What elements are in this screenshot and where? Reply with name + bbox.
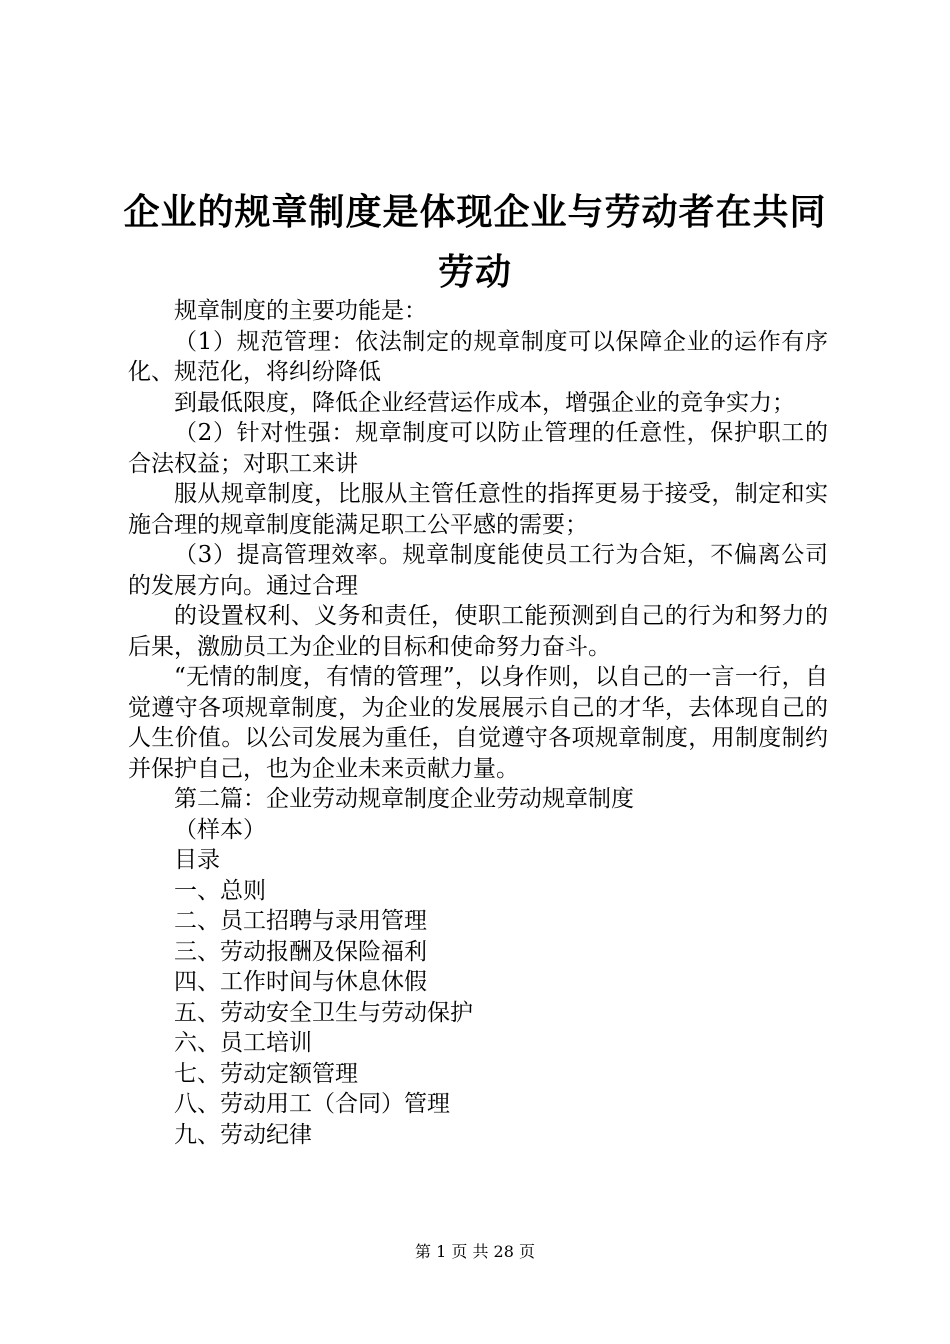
toc-item: 五、劳动安全卫生与劳动保护 (174, 999, 473, 1026)
paragraph: （样本） (174, 816, 266, 843)
toc-item: 四、工作时间与休息休假 (174, 969, 427, 995)
toc-item: 九、劳动纪律 (174, 1121, 312, 1148)
paragraph: 第二篇：企业劳动规章制度企业劳动规章制度 (174, 786, 634, 812)
toc-heading: 目录 (174, 847, 220, 873)
paragraph: （2）针对性强：规章制度可以防止管理的任意性，保护职工的合法权益；对职工来讲 (128, 420, 828, 477)
page-number-footer: 第 1 页 共 28 页 (415, 1242, 535, 1261)
paragraph: 服从规章制度，比服从主管任意性的指挥更易于接受，制定和实施合理的规章制度能满足职工公平感的需要； (128, 481, 828, 538)
paragraph: 的设置权利、义务和责任，使职工能预测到自己的行为和努力的后果，激励员工为企业的目标和使命努力奋斗。 (128, 603, 828, 660)
toc-item: 一、总则 (174, 877, 266, 904)
paragraph: “无情的制度，有情的管理”，以身作则，以自己的一言一行，自觉遵守各项规章制度，为企业的发展展示自己的才华，去体现自己的人生价值。以公司发展为重任，自觉遵守各项规章制度，用制度制约并保护自己，也为企业未来贡献力量。 (128, 664, 828, 782)
toc-item: 二、员工招聘与录用管理 (174, 908, 427, 934)
document-body (128, 296, 828, 1150)
paragraph: 规章制度的主要功能是： (174, 298, 427, 324)
paragraph: （3）提高管理效率。规章制度能使员工行为合矩，不偏离公司的发展方向。通过合理 (128, 542, 828, 599)
paragraph: 到最低限度，降低企业经营运作成本，增强企业的竞争实力； (174, 389, 795, 416)
toc-item: 六、员工培训 (174, 1030, 312, 1056)
toc-item: 七、劳动定额管理 (174, 1060, 358, 1087)
document-title: 企业的规章制度是体现企业与劳动者在共同劳动 (123, 191, 827, 293)
paragraph: （1）规范管理：依法制定的规章制度可以保障企业的运作有序化、规范化，将纠纷降低 (128, 328, 828, 385)
toc-item: 三、劳动报酬及保险福利 (174, 938, 427, 965)
toc-item: 八、劳动用工（合同）管理 (174, 1091, 450, 1117)
